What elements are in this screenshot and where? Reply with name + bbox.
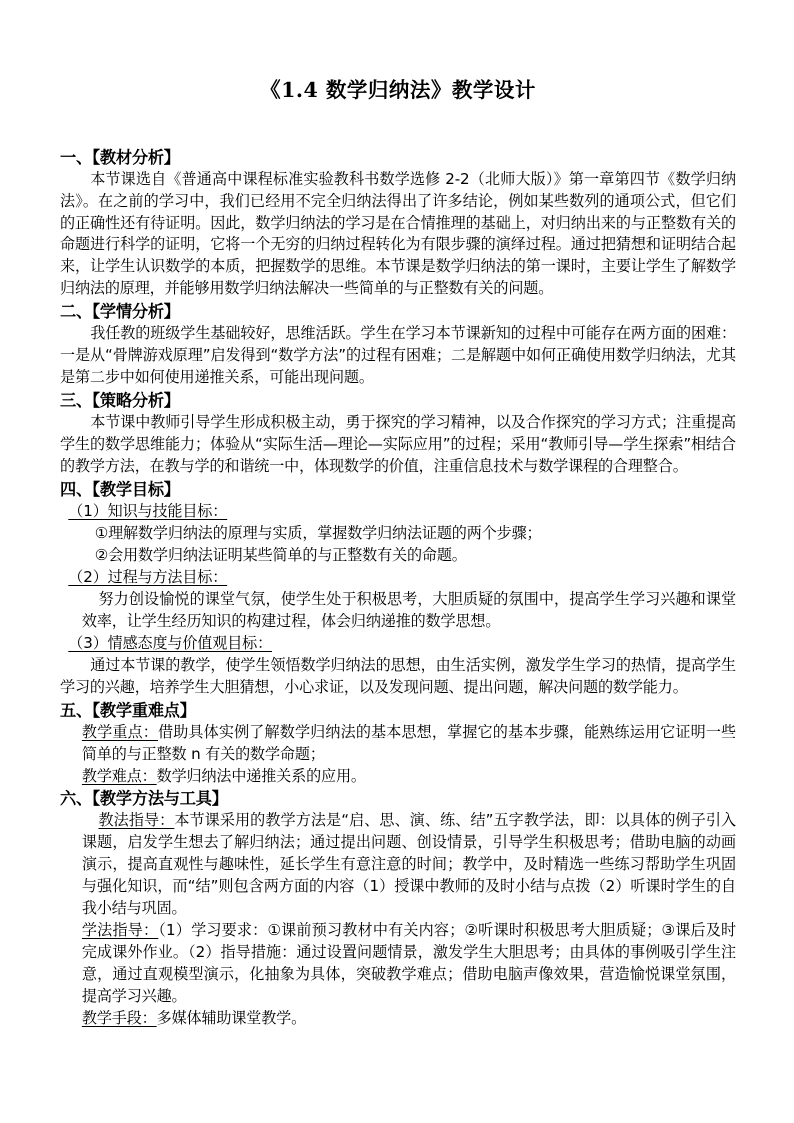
method-text: （1）学习要求：①课前预习教材中有关内容；②听课时积极思考大胆质疑；③课后及时完成课外作业。（2）指导措施：通过设置问题情景，激发学生大胆思考；由具体的事例吸引学生注意，通过直观模型演示，化抽象为具体，突破教学难点；借助电脑声像效果，营造愉悦课堂氛围，提高学习兴趣。	[81, 921, 736, 1006]
key-point-text: 借助具体实例了解数学归纳法的基本思想，掌握它的基本步骤，能熟练运用它证明一些简单的与正整数 n 有关的数学命题；	[81, 722, 736, 763]
method-label: 学法指导：	[81, 921, 159, 940]
section-student-analysis	[60, 300, 736, 389]
method-text: 本节课采用的教学方法是“启、思、演、练、结”五字教学法，即：以具体的例子引入课题，启发学生想去了解归纳法；通过提出问题、创设情景，引导学生积极思考；借助电脑的动画演示，提高直观性与趣味性，延长学生有意注意的时间；教学中，及时精选一些练习帮助学生巩固与强化知识，而“结”则包含两方面的内容（1）授课中教师的及时小结与点拨（2）听课时学生的自我小结与巩固。	[81, 811, 736, 918]
objective-group-label	[60, 501, 736, 523]
section-teaching-methods-and-tools	[60, 787, 736, 1030]
objective-group-body: 努力创设愉悦的课堂气氛，使学生处于积极思考，大胆质疑的氛围中，提高学生学习兴趣和课堂效率，让学生经历知识的构建过程，体会归纳递推的数学思想。	[81, 589, 736, 630]
page-title: 《1.4 数学归纳法》教学设计	[260, 78, 536, 102]
section-teaching-objectives	[60, 478, 736, 699]
section-strategy-analysis	[60, 389, 736, 478]
method-entry	[60, 920, 736, 1008]
section-body: 我任教的班级学生基础较好，思维活跃。学生在学习本节课新知的过程中可能存在两方面的困难：一是从“骨牌游戏原理”启发得到“数学方法”的过程有困难；二是解题中如何正确使用数学归纳法，尤其是第二步中如何使用递推关系，可能出现问题。	[60, 324, 736, 387]
objective-item: ①理解数学归纳法的原理与实质，掌握数学归纳法证题的两个步骤；	[94, 523, 542, 542]
section-heading: 五、【教学重难点】	[60, 700, 196, 720]
section-teaching-material-analysis	[60, 146, 736, 301]
key-point-text: 数学归纳法中递推关系的应用。	[156, 766, 366, 785]
objective-group-label-text: （2）过程与方法目标：	[68, 567, 228, 586]
section-heading: 六、【教学方法与工具】	[60, 789, 228, 809]
method-label: 教学手段：	[81, 1009, 157, 1028]
key-point-label: 教学难点：	[81, 766, 157, 785]
section-heading: 三、【策略分析】	[60, 391, 180, 411]
section-body: 本节课选自《普通高中课程标准实验教科书数学选修 2-2（北师大版）》第一章第四节《数学归纳法》。在之前的学习中，我们已经用不完全归纳法得出了许多结论，例如某些数列的通项公式，但它们的正确性还有待证明。因此，数学归纳法的学习是在合情推理的基础上，对归纳出来的与正整数有关的命题进行科学的证明，它将一个无穷的归纳过程转化为有限步骤的演绎过程。通过把猜想和证明结合起来，让学生认识数学的本质，把握数学的思维。本节课是数学归纳法的第一课时，主要让学生了解数学归纳法的原理，并能够用数学归纳法解决一些简单的与正整数有关的问题。	[60, 169, 736, 298]
objective-group-body: 通过本节课的教学，使学生领悟数学归纳法的思想，由生活实例，激发学生学习的热情，提高学生学习的兴趣，培养学生大胆猜想，小心求证，以及发现问题、提出问题，解决问题的数学能力。	[60, 655, 736, 696]
objective-group-label	[60, 633, 736, 655]
section-heading: 一、【教材分析】	[60, 147, 180, 167]
method-entry	[60, 1008, 736, 1030]
method-text: 多媒体辅助课堂教学。	[156, 1009, 307, 1028]
objective-group-label-text: （1）知识与技能目标：	[68, 502, 228, 521]
key-point-entry	[60, 722, 736, 766]
objective-group-label	[60, 567, 736, 589]
method-entry	[60, 810, 736, 920]
section-heading: 四、【教学目标】	[60, 480, 180, 500]
section-key-and-difficult-points	[60, 699, 736, 788]
method-label: 教法指导：	[98, 811, 175, 830]
key-point-entry	[60, 766, 736, 788]
document-body	[60, 0, 736, 1030]
objective-item: ②会用数学归纳法证明某些简单的与正整数有关的命题。	[94, 545, 467, 564]
section-body: 本节课中教师引导学生形成积极主动，勇于探究的学习精神，以及合作探究的学习方式；注重提高学生的数学思维能力；体验从“实际生活—理论—实际应用”的过程；采用“教师引导—学生探索”相结合的教学方法，在教与学的和谐统一中，体现数学的价值，注重信息技术与数学课程的合理整合。	[60, 413, 736, 476]
key-point-label: 教学重点：	[81, 722, 158, 741]
section-heading: 二、【学情分析】	[60, 302, 180, 322]
objective-group-label-text: （3）情感态度与价值观目标：	[68, 633, 273, 652]
